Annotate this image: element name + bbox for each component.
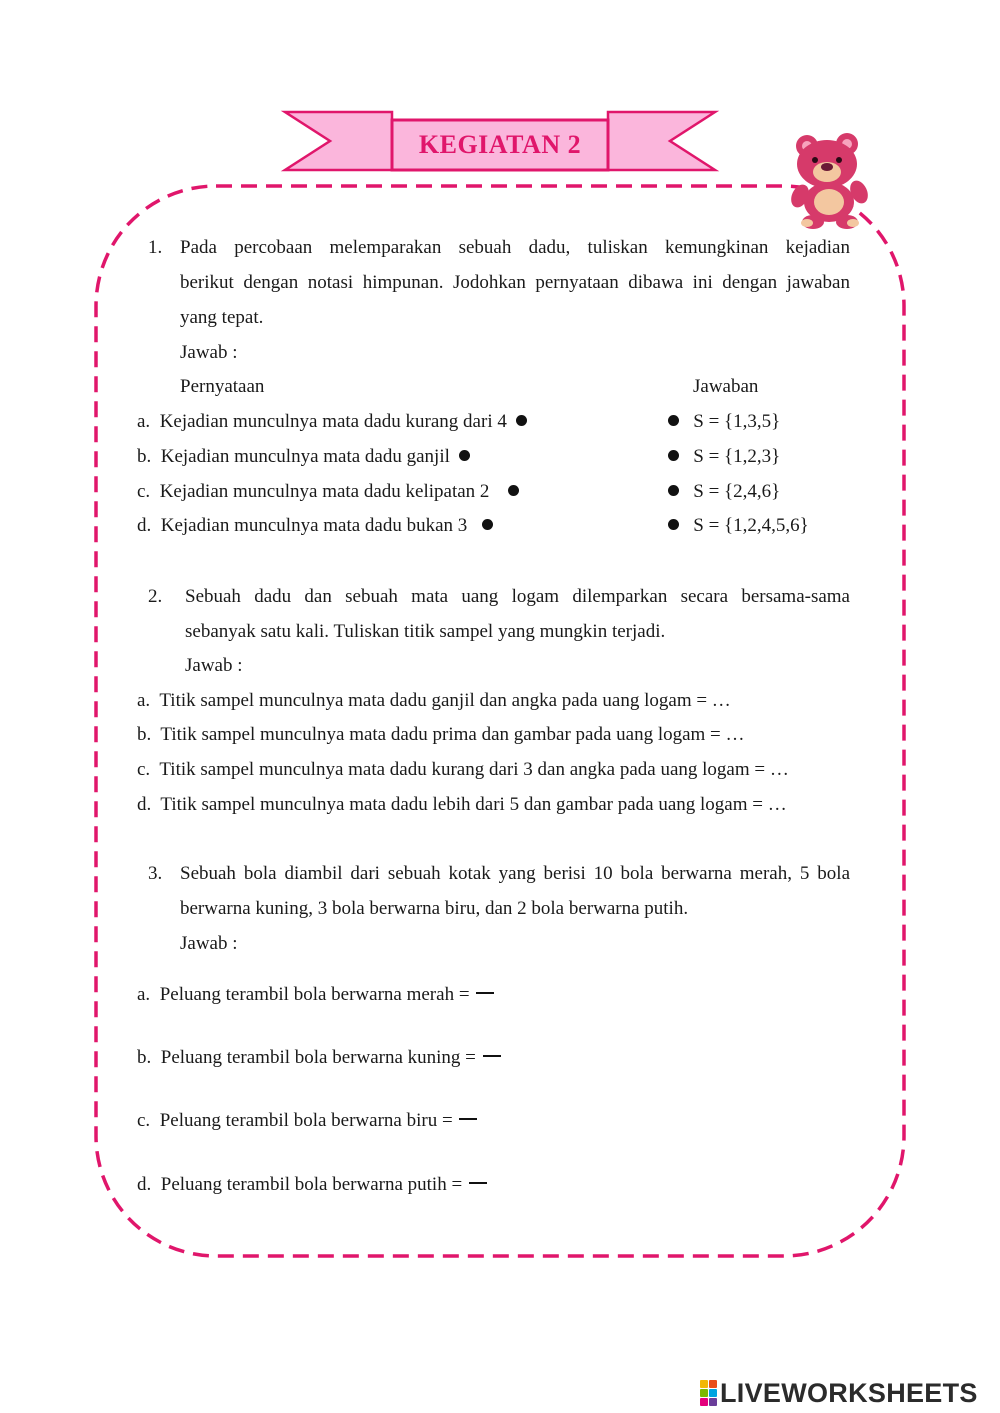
q3-item-c	[137, 1109, 477, 1133]
pink-bear-icon	[785, 130, 880, 230]
q3-number: 3.	[148, 863, 163, 884]
q2-line-2: sebanyak satu kali. Tuliskan titik sampel yang mungkin terjadi.	[185, 621, 666, 642]
answer-3	[668, 480, 780, 504]
statement-b	[137, 445, 470, 469]
match-dot-statement-a[interactable]	[516, 415, 527, 426]
statement-letter: a.	[137, 411, 151, 432]
match-dot-answer-3[interactable]	[668, 485, 679, 496]
q1-number: 1.	[148, 237, 163, 258]
statement-text: Kejadian munculnya mata dadu bukan 3	[160, 515, 468, 536]
match-dot-answer-1[interactable]	[668, 415, 679, 426]
q2-jawab: Jawab :	[185, 655, 243, 676]
answer-text: S = {1,3,5}	[693, 411, 781, 432]
q2-item-c	[137, 758, 789, 782]
q2-line-1: Sebuah dadu dan sebuah mata uang logam dilemparkan secara bersama-sama	[185, 586, 850, 607]
item-letter: c.	[137, 759, 151, 780]
fraction-input-merah[interactable]	[476, 992, 494, 994]
statement-d	[137, 514, 493, 538]
match-dot-answer-4[interactable]	[668, 519, 679, 530]
item-text: Titik sampel munculnya mata dadu lebih dari 5 dan gambar pada uang logam = …	[160, 794, 787, 815]
q3-line-2: berwarna kuning, 3 bola berwarna biru, dan 2 bola berwarna putih.	[180, 898, 689, 919]
item-letter: c.	[137, 1110, 151, 1131]
activity-title: KEGIATAN 2	[418, 130, 582, 159]
statement-letter: d.	[137, 515, 152, 536]
q3-item-b	[137, 1046, 501, 1070]
item-text: Peluang terambil bola berwarna biru =	[159, 1110, 453, 1131]
q3-item-d	[137, 1173, 487, 1197]
statement-text: Kejadian munculnya mata dadu ganjil	[160, 446, 450, 467]
liveworksheets-logo-icon	[700, 1380, 717, 1406]
liveworksheets-logo[interactable]	[700, 1376, 978, 1410]
match-dot-statement-b[interactable]	[459, 450, 470, 461]
q3-line-1: Sebuah bola diambil dari sebuah kotak yang berisi 10 bola berwarna merah, 5 bola	[180, 863, 850, 884]
q1-line-3: yang tepat.	[180, 307, 264, 328]
match-dot-statement-c[interactable]	[508, 485, 519, 496]
liveworksheets-brand-text: LIVEWORKSHEETS	[720, 1377, 978, 1408]
q1-jawab: Jawab :	[180, 342, 238, 363]
match-dot-answer-2[interactable]	[668, 450, 679, 461]
q3-jawab: Jawab :	[180, 933, 238, 954]
q1-line-2: berikut dengan notasi himpunan. Jodohkan pernyataan dibawa ini dengan jawaban	[180, 272, 850, 293]
statement-a	[137, 410, 527, 434]
q2-item-b	[137, 723, 745, 747]
item-text: Titik sampel munculnya mata dadu prima dan gambar pada uang logam = …	[160, 724, 745, 745]
q2-number: 2.	[148, 586, 163, 607]
item-letter: b.	[137, 1047, 152, 1068]
item-text: Titik sampel munculnya mata dadu kurang dari 3 dan angka pada uang logam = …	[159, 759, 789, 780]
item-letter: d.	[137, 794, 152, 815]
item-text: Peluang terambil bola berwarna kuning =	[160, 1047, 476, 1068]
item-text: Titik sampel munculnya mata dadu ganjil dan angka pada uang logam = …	[159, 690, 731, 711]
item-text: Peluang terambil bola berwarna merah =	[159, 984, 470, 1005]
match-dot-statement-d[interactable]	[482, 519, 493, 530]
answer-text: S = {1,2,3}	[693, 446, 781, 467]
q3-item-a	[137, 983, 494, 1007]
q2-item-d	[137, 793, 787, 817]
answer-1	[668, 410, 780, 434]
statement-letter: b.	[137, 446, 152, 467]
answer-text: S = {2,4,6}	[693, 481, 781, 502]
statement-text: Kejadian munculnya mata dadu kelipatan 2	[159, 481, 490, 502]
statement-header: Pernyataan	[180, 376, 265, 397]
answer-4	[668, 514, 809, 538]
item-letter: d.	[137, 1174, 152, 1195]
answer-text: S = {1,2,4,5,6}	[693, 515, 809, 536]
item-text: Peluang terambil bola berwarna putih =	[160, 1174, 463, 1195]
fraction-input-putih[interactable]	[469, 1182, 487, 1184]
statement-c	[137, 480, 519, 504]
item-letter: a.	[137, 984, 151, 1005]
fraction-input-biru[interactable]	[459, 1118, 477, 1120]
item-letter: a.	[137, 690, 151, 711]
statement-letter: c.	[137, 481, 151, 502]
answer-header: Jawaban	[693, 376, 759, 397]
fraction-input-kuning[interactable]	[483, 1055, 501, 1057]
statement-text: Kejadian munculnya mata dadu kurang dari 4	[159, 411, 507, 432]
answer-2	[668, 445, 780, 469]
item-letter: b.	[137, 724, 152, 745]
q1-line-1: Pada percobaan melemparakan sebuah dadu, tuliskan kemungkinan kejadian	[180, 237, 850, 258]
q2-item-a	[137, 689, 731, 713]
